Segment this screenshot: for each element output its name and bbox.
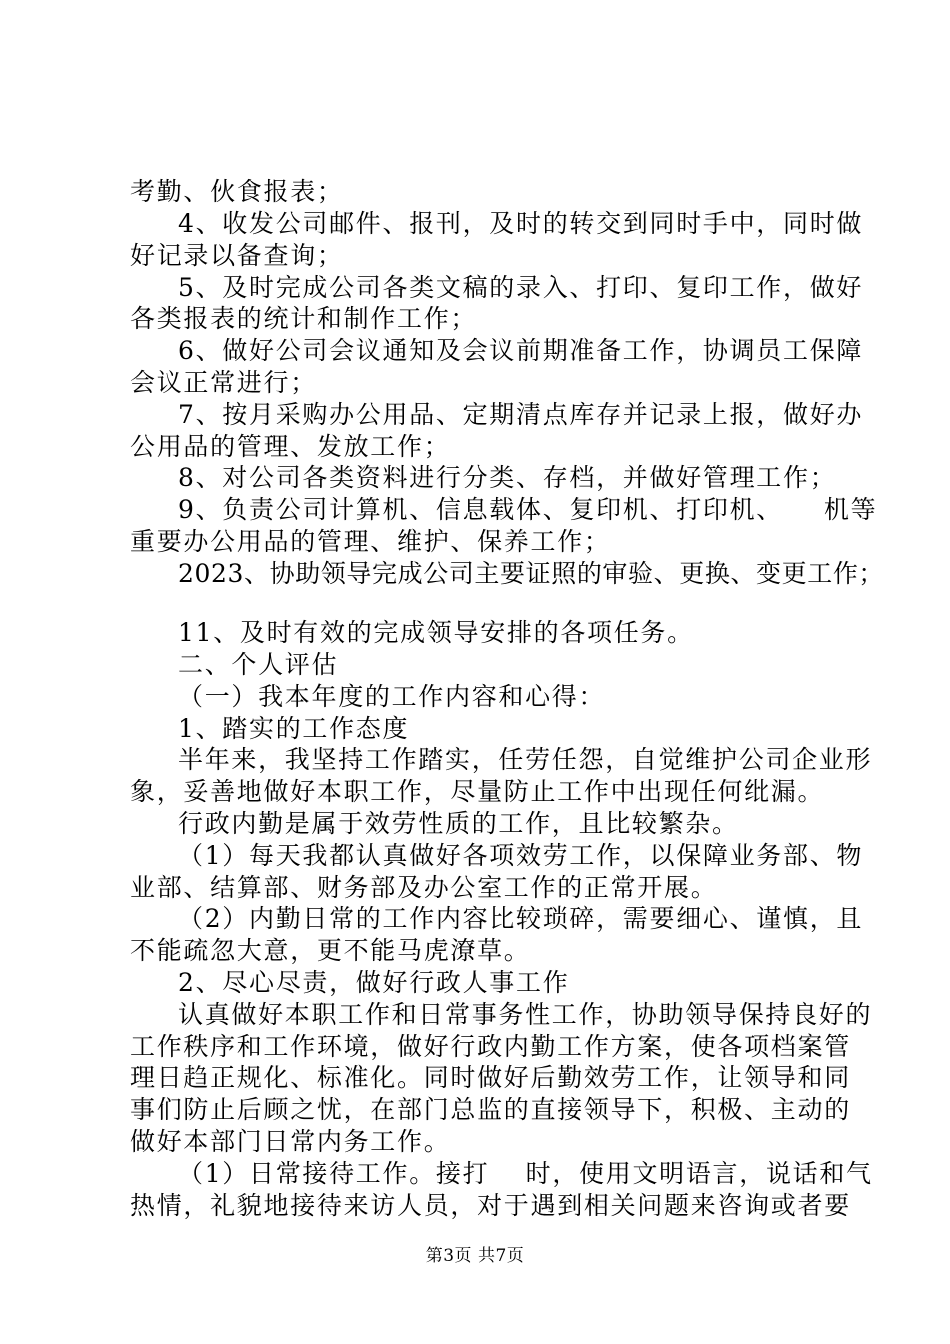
text-line: 认真做好本职工作和日常事务性工作，协助领导保持良好的 xyxy=(178,1000,873,1029)
text-line: 9、负责公司计算机、信息载体、复印机、打印机、 机等 xyxy=(178,495,878,524)
text-line: 11、及时有效的完成领导安排的各项任务。 xyxy=(178,618,694,647)
text-line: 做好本部门日常内务工作。 xyxy=(130,1127,451,1156)
section-heading: 二、个人评估 xyxy=(178,650,339,679)
text-line: 热情，礼貌地接待来访人员，对于遇到相关问题来咨询或者要 xyxy=(130,1191,851,1220)
page-footer: 第3页 共7页 xyxy=(425,1246,525,1266)
text-line: 4、收发公司邮件、报刊，及时的转交到同时手中，同时做 xyxy=(178,209,864,238)
text-line: 5、及时完成公司各类文稿的录入、打印、复印工作，做好 xyxy=(178,273,864,302)
text-line: 理日趋正规化、标准化。同时做好后勤效劳工作，让领导和同 xyxy=(130,1063,851,1092)
text-line: （2）内勤日常的工作内容比较琐碎，需要细心、谨慎，且 xyxy=(178,904,864,933)
text-line: 行政内勤是属于效劳性质的工作，且比较繁杂。 xyxy=(178,809,739,838)
text-line: 6、做好公司会议通知及会议前期准备工作，协调员工保障 xyxy=(178,336,864,365)
text-line: 工作秩序和工作环境，做好行政内勤工作方案，使各项档案管 xyxy=(130,1032,851,1061)
text-line: 事们防止后顾之忧，在部门总监的直接领导下，积极、主动的 xyxy=(130,1095,851,1124)
text-line: （1）每天我都认真做好各项效劳工作，以保障业务部、物 xyxy=(178,841,864,870)
text-line: 半年来，我坚持工作踏实，任劳任怨，自觉维护公司企业形 xyxy=(178,745,873,774)
text-line: 各类报表的统计和制作工作； xyxy=(130,304,478,333)
subsection-heading: 2、尽心尽责，做好行政人事工作 xyxy=(178,968,570,997)
text-line: 考勤、伙食报表； xyxy=(130,177,344,206)
text-line: 重要办公用品的管理、维护、保养工作； xyxy=(130,527,611,556)
text-line: 8、对公司各类资料进行分类、存档，并做好管理工作； xyxy=(178,463,837,492)
text-line: （1）日常接待工作。接打 时，使用文明语言，说话和气 xyxy=(178,1159,873,1188)
text-line: 7、按月采购办公用品、定期清点库存并记录上报，做好办 xyxy=(178,400,864,429)
text-line: 不能疏忽大意，更不能马虎潦草。 xyxy=(130,936,531,965)
text-line: 2023、协助领导完成公司主要证照的审验、更换、变更工作； xyxy=(178,559,885,588)
text-line: 业部、结算部、财务部及办公室工作的正常开展。 xyxy=(130,873,718,902)
text-line: 会议正常进行； xyxy=(130,368,317,397)
subsection-heading: 1、踏实的工作态度 xyxy=(178,714,410,743)
text-line: 象，妥善地做好本职工作，尽量防止工作中出现任何纰漏。 xyxy=(130,777,825,806)
text-line: 好记录以备查询； xyxy=(130,241,344,270)
subsection-heading: （一）我本年度的工作内容和心得： xyxy=(178,682,606,711)
text-line: 公用品的管理、发放工作； xyxy=(130,432,451,461)
